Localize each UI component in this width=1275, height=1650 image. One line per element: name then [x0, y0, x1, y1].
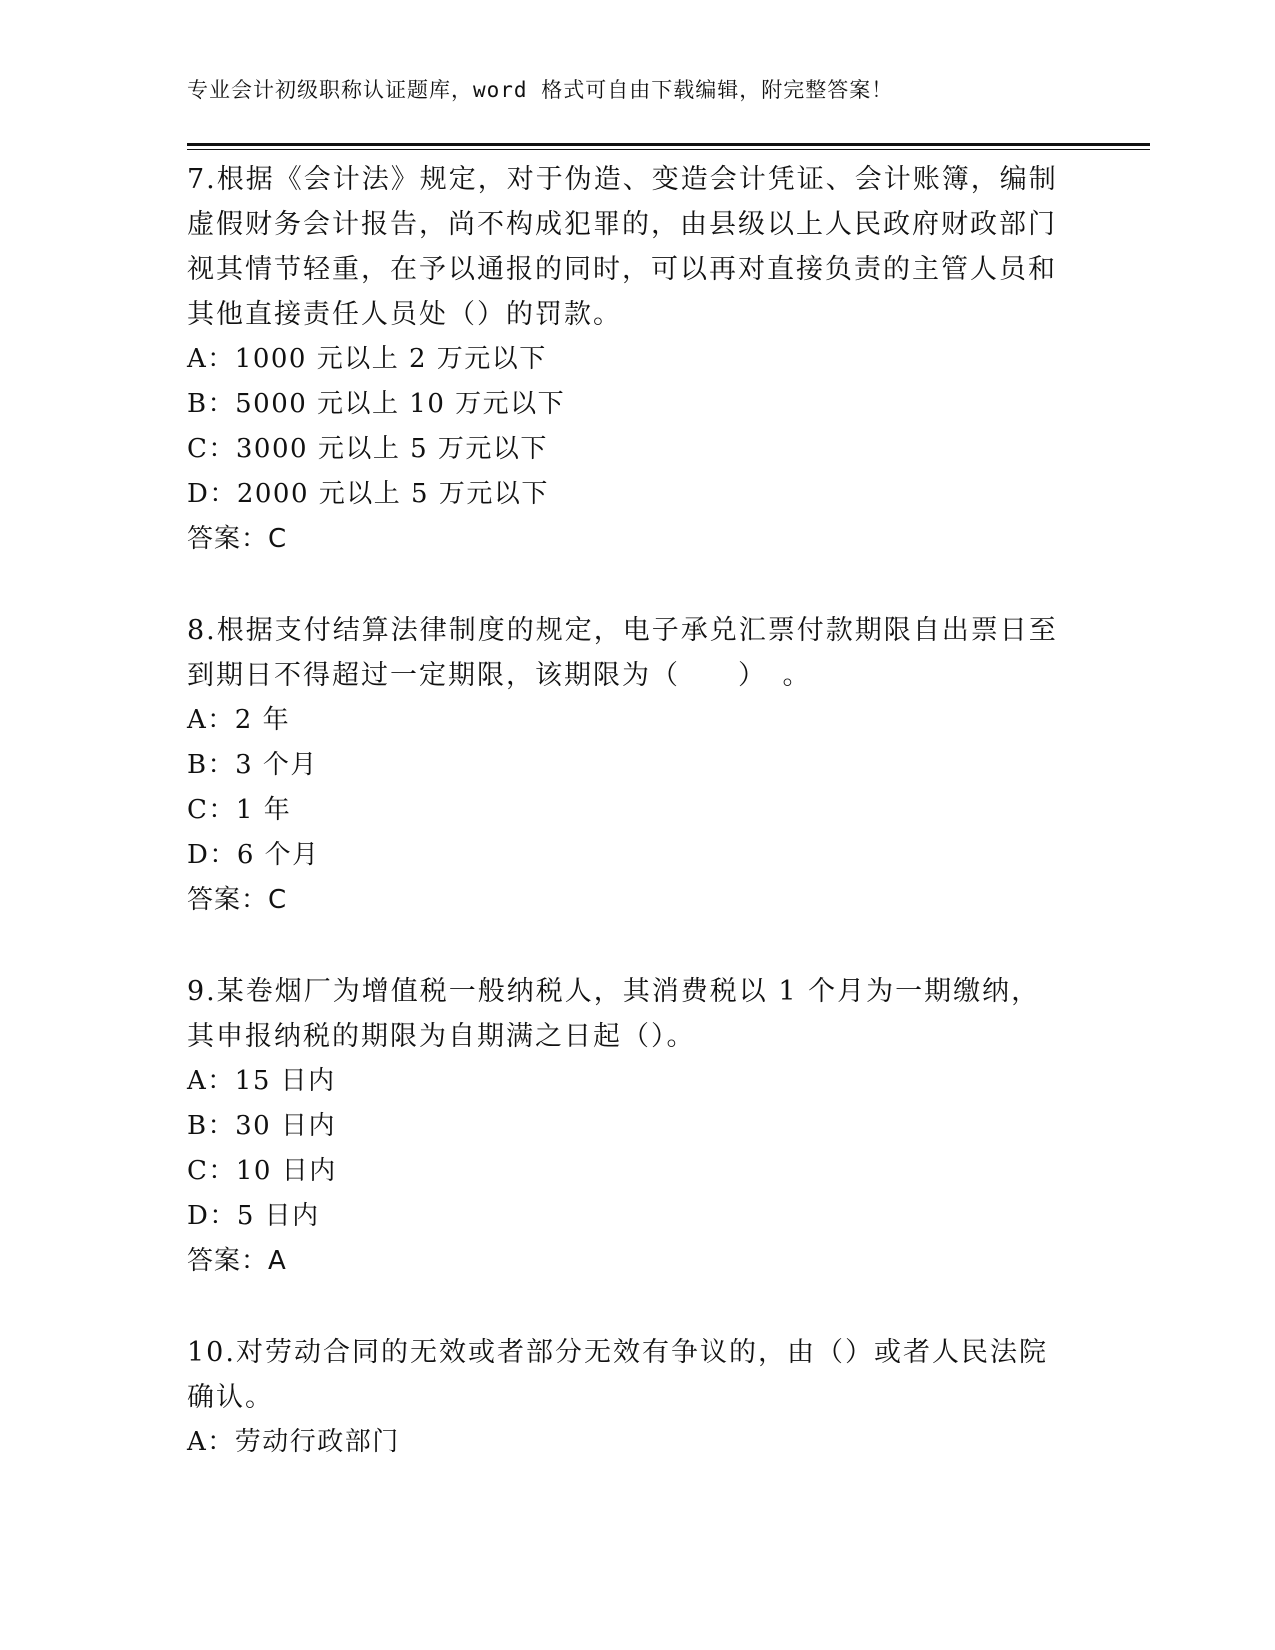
- header-divider-thin: [187, 149, 1150, 150]
- option-b: B：30 日内: [187, 1111, 336, 1141]
- option-a: A：劳动行政部门: [187, 1427, 400, 1457]
- question-text: 7.根据《会计法》规定，对于伪造、变造会计凭证、会计账簿，编制虚假财务会计报告，尚不构成犯罪的，由县级以上人民政府财政部门视其情节轻重，在予以通报的同时，可以再对直接负责的主管人员和其他直接责任人员处（）的罚款。: [187, 164, 1058, 330]
- document-header-note: 专业会计初级职称认证题库，word 格式可自由下载编辑，附完整答案！: [187, 78, 894, 102]
- option-a: A：2 年: [187, 705, 291, 735]
- question-spacer: [187, 562, 1067, 608]
- option-b: B：3 个月: [187, 750, 318, 780]
- question-text: 10.对劳动合同的无效或者部分无效有争议的，由（）或者人民法院确认。: [187, 1337, 1048, 1413]
- question-10: [187, 1330, 1067, 1465]
- option-d: D：2000 元以上 5 万元以下: [187, 479, 549, 509]
- question-8: [187, 608, 1067, 923]
- question-list: [187, 157, 1067, 1465]
- answer-line: 答案：C: [187, 524, 288, 554]
- option-a: A：1000 元以上 2 万元以下: [187, 344, 547, 374]
- question-spacer: [187, 1284, 1067, 1330]
- question-text: 9.某卷烟厂为增值税一般纳税人，其消费税以 1 个月为一期缴纳，其申报纳税的期限为自期满之日起（）。: [187, 976, 1041, 1052]
- option-c: C：1 年: [187, 795, 292, 825]
- question-7: [187, 157, 1067, 562]
- question-spacer: [187, 923, 1067, 969]
- answer-line: 答案：A: [187, 1246, 287, 1276]
- option-c: C：3000 元以上 5 万元以下: [187, 434, 548, 464]
- option-d: D：6 个月: [187, 840, 320, 870]
- header-divider-thick: [187, 143, 1150, 146]
- answer-line: 答案：C: [187, 885, 288, 915]
- option-d: D：5 日内: [187, 1201, 320, 1231]
- option-c: C：10 日内: [187, 1156, 337, 1186]
- option-a: A：15 日内: [187, 1066, 336, 1096]
- question-text: 8.根据支付结算法律制度的规定，电子承兑汇票付款期限自出票日至到期日不得超过一定期限，该期限为（ ） 。: [187, 615, 1058, 691]
- option-b: B：5000 元以上 10 万元以下: [187, 389, 566, 419]
- question-9: [187, 969, 1067, 1284]
